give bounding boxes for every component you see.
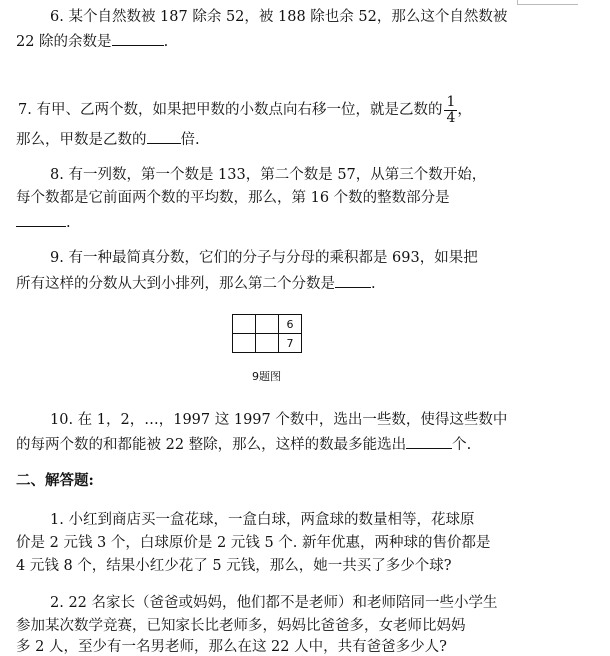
q8-line3 — [16, 212, 71, 232]
q10-line2-text: 的每两个数的和都能被 22 整除，那么，这样的数最多能选出 — [16, 437, 407, 453]
q10-end: 个. — [452, 437, 472, 453]
q7-frac-numerator: 1 — [446, 93, 456, 110]
q10-line1: 10. 在 1，2，…，1997 这 1997 个数中，选出一些数，使得这些数中 — [50, 412, 508, 428]
q8-end: . — [66, 215, 71, 231]
q9-answer-blank[interactable] — [335, 273, 371, 288]
q7-answer-blank[interactable] — [147, 129, 181, 144]
q6-end: . — [163, 34, 169, 50]
grid-cell: 7 — [279, 334, 302, 353]
a1-line1: 1. 小红到商店买一盒花球，一盒白球，两盒球的数量相等，花球原 — [50, 512, 475, 528]
q8-line1: 8. 有一列数，第一个数是 133，第二个数是 57，从第三个数开始， — [50, 167, 487, 183]
figure-9-grid — [232, 314, 302, 353]
q7-line2 — [16, 129, 200, 149]
q8-line2: 每个数都是它前面两个数的平均数，那么，第 16 个数的整数部分是 — [16, 190, 450, 206]
q10-answer-blank[interactable] — [406, 434, 452, 449]
q7-end: 倍. — [180, 132, 200, 148]
grid-cell — [256, 334, 279, 353]
q8-answer-blank[interactable] — [16, 212, 66, 227]
grid-cell: 6 — [279, 315, 302, 334]
section-2-heading: 二、解答题: — [16, 472, 94, 489]
q7-frac-denominator: 4 — [446, 109, 456, 126]
a2-line2: 参加某次数学竞赛，已知家长比老师多，妈妈比爸爸多，女老师比妈妈 — [16, 618, 466, 634]
q6-line2 — [16, 31, 168, 51]
q9-line2-text: 所有这样的分数从大到小排列，那么第二个分数是 — [16, 276, 335, 292]
q9-line2 — [16, 273, 376, 293]
grid-cell — [256, 315, 279, 334]
grid-cell — [233, 315, 256, 334]
q10-line2 — [16, 434, 471, 454]
grid-cell — [233, 334, 256, 353]
a2-line3: 多 2 人，至少有一名男老师，那么在这 22 人中，共有爸爸多少人? — [16, 639, 447, 655]
q7-line1: 7. 有甲、乙两个数，如果把甲数的小数点向右移一位，就是乙数的 $\frac{1}{4}$ ， — [18, 93, 472, 126]
q9-line1: 9. 有一种最简真分数，它们的分子与分母的乘积都是 693，如果把 — [50, 250, 478, 266]
figure-9-caption: 9题图 — [252, 370, 281, 383]
page-corner-decoration — [517, 0, 578, 5]
q7-fraction — [444, 95, 457, 126]
q9-end: . — [371, 276, 376, 292]
q6-line1: 6. 某个自然数被 187 除余 52，被 188 除也余 52，那么这个自然数被 — [50, 9, 508, 25]
a1-line2: 价是 2 元钱 3 个，白球原价是 2 元钱 5 个. 新年优惠，两种球的售价都是 — [16, 535, 491, 551]
q6-line2-text: 22 除的余数是 — [16, 34, 112, 50]
a2-line1: 2. 22 名家长（爸爸或妈妈，他们都不是老师）和老师陪同一些小学生 — [50, 595, 498, 611]
q7-line1-text: 7. 有甲、乙两个数，如果把甲数的小数点向右移一位，就是乙数的 — [18, 102, 443, 118]
q6-answer-blank[interactable] — [112, 31, 164, 46]
q7-line2-text: 那么，甲数是乙数的 — [16, 132, 147, 148]
a1-line3: 4 元钱 8 个，结果小红少花了 5 元钱，那么，她一共买了多少个球? — [16, 558, 452, 574]
